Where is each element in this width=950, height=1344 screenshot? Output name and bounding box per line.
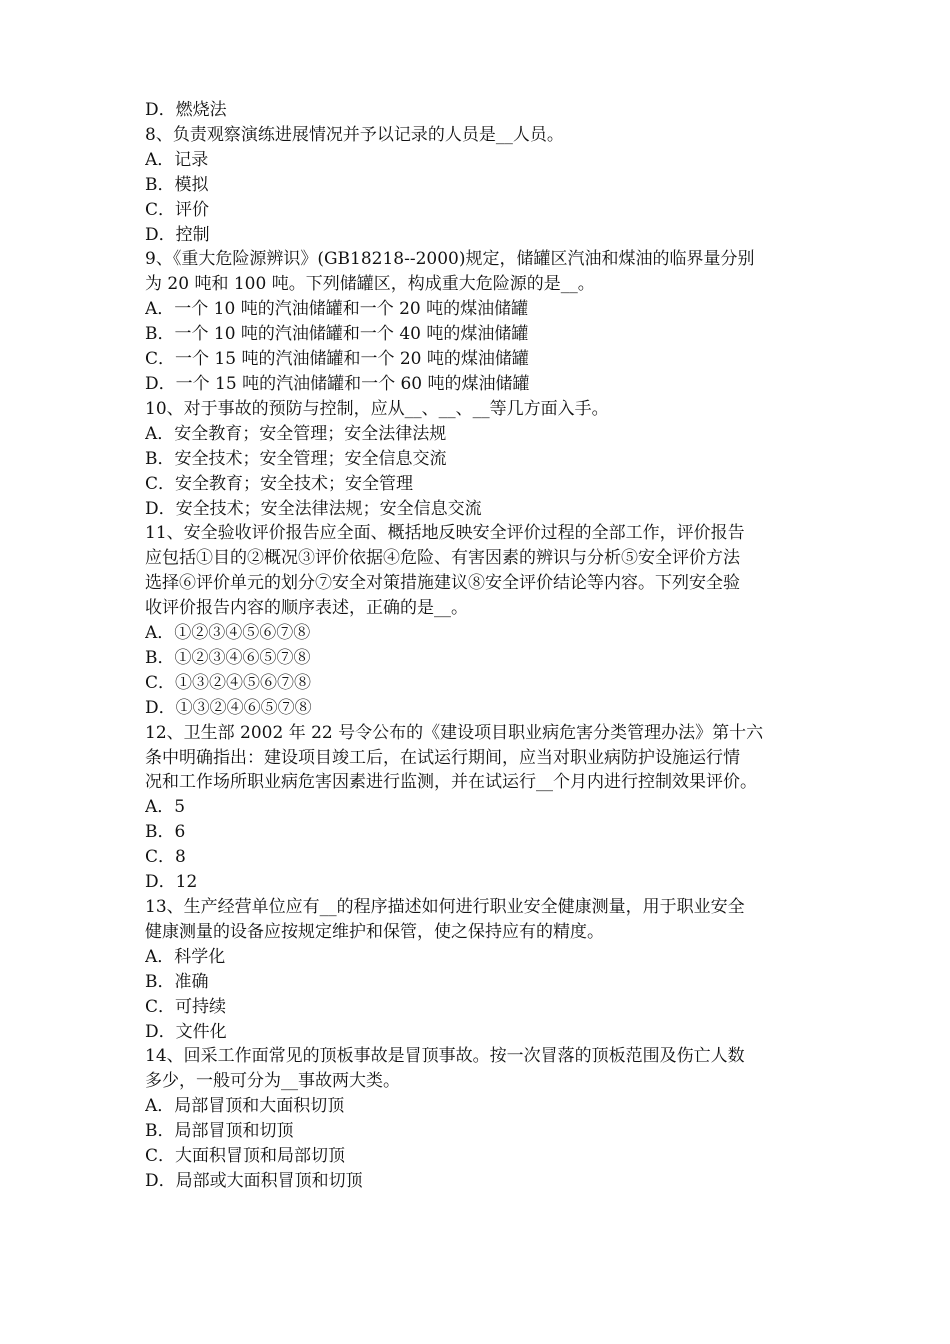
text-line: A．一个 10 吨的汽油储罐和一个 20 吨的煤油储罐 [145, 299, 529, 320]
text-line: 条中明确指出：建设项目竣工后，在试运行期间，应当对职业病防护设施运行情 [145, 747, 740, 768]
text-line: D．燃烧法 [145, 100, 227, 120]
text-line: A．局部冒顶和大面积切顶 [145, 1096, 345, 1117]
text-line: A．科学化 [145, 946, 226, 967]
text-line: 14、回采工作面常见的顶板事故是冒顶事故。按一次冒落的顶板范围及伤亡人数 [145, 1046, 745, 1067]
text-line: 9、《重大危险源辨识》(GB18218--2000)规定，储罐区汽油和煤油的临界量分别 [145, 249, 755, 270]
text-line: C．安全教育；安全技术；安全管理 [145, 473, 414, 494]
text-line: D．①③②④⑥⑤⑦⑧ [145, 697, 312, 718]
text-line: C．一个 15 吨的汽油储罐和一个 20 吨的煤油储罐 [145, 349, 529, 370]
text-line: C．可持续 [145, 996, 227, 1017]
text-line: 8、负责观察演练进展情况并予以记录的人员是__人员。 [145, 124, 564, 145]
text-line: 应包括①目的②概况③评价依据④危险、有害因素的辨识与分析⑤安全评价方法 [145, 548, 740, 569]
text-line: 11、安全验收评价报告应全面、概括地反映安全评价过程的全部工作，评价报告 [145, 523, 745, 544]
text-line: A．记录 [145, 149, 209, 170]
text-line: D．文件化 [145, 1021, 227, 1042]
text-line: D．12 [145, 872, 198, 893]
text-line: 10、对于事故的预防与控制，应从__、__、__等几方面入手。 [145, 398, 609, 419]
text-line: 为 20 吨和 100 吨。下列储罐区，构成重大危险源的是__。 [145, 274, 595, 295]
text-line: D．一个 15 吨的汽油储罐和一个 60 吨的煤油储罐 [145, 373, 530, 394]
text-line: A．5 [145, 797, 186, 818]
text-line: 收评价报告内容的顺序表述，正确的是__。 [145, 598, 468, 619]
text-line: 多少，一般可分为__事故两大类。 [145, 1071, 400, 1092]
text-line: 况和工作场所职业病危害因素进行监测，并在试运行__个月内进行控制效果评价。 [145, 772, 757, 793]
text-line: D．安全技术；安全法律法规；安全信息交流 [145, 498, 482, 519]
text-line: C．①③②④⑤⑥⑦⑧ [145, 672, 312, 693]
text-line: 12、卫生部 2002 年 22 号令公布的《建设项目职业病危害分类管理办法》第十六 [145, 722, 764, 743]
text-line: 健康测量的设备应按规定维护和保管，使之保持应有的精度。 [145, 921, 604, 942]
text-line: 13、生产经营单位应有__的程序描述如何进行职业安全健康测量，用于职业安全 [145, 897, 745, 917]
text-line: B．一个 10 吨的汽油储罐和一个 40 吨的煤油储罐 [145, 324, 529, 345]
text-line: B．①②③④⑥⑤⑦⑧ [145, 647, 311, 668]
document-page [145, 98, 825, 1194]
text-line: C．大面积冒顶和局部切顶 [145, 1146, 346, 1167]
text-line: D．控制 [145, 224, 210, 245]
text-line: B．准确 [145, 971, 209, 992]
text-line: C．8 [145, 847, 186, 868]
text-line: B．局部冒顶和切顶 [145, 1121, 294, 1142]
text-line: D．局部或大面积冒顶和切顶 [145, 1170, 363, 1191]
text-line: B．模拟 [145, 174, 209, 195]
text-line: C．评价 [145, 199, 210, 220]
text-line: B．安全技术；安全管理；安全信息交流 [145, 448, 447, 469]
text-line: B．6 [145, 822, 186, 843]
text-line: 选择⑥评价单元的划分⑦安全对策措施建议⑧安全评价结论等内容。下列安全验 [145, 573, 740, 594]
text-line: A．安全教育；安全管理；安全法律法规 [145, 423, 447, 444]
text-line: A．①②③④⑤⑥⑦⑧ [145, 623, 311, 644]
